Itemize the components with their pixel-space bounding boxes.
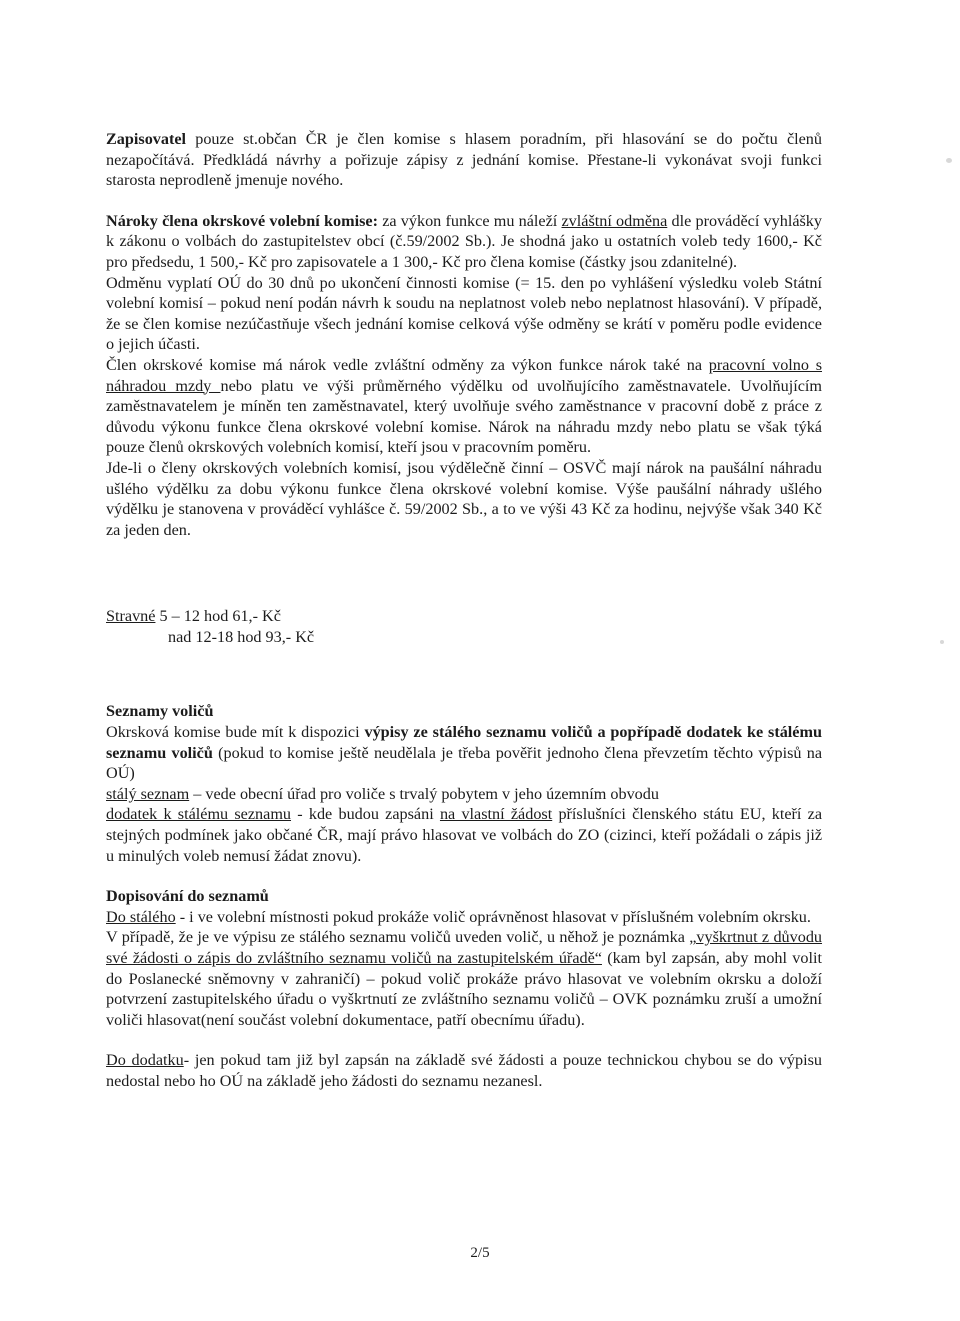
paragraph-naroky: Nároky člena okrskové volební komise: za výkon funkce mu náleží zvláštní odměna dle prováděcí vyhlášky k zákonu o volbách do zastupitelstev obcí (č.59/2002 Sb.). Je shodná jako u ostatních voleb tedy 1600,- Kč pro předsedu, 1 500,- Kč pro zapisovatele a 1 300,- Kč pro člena komise (částky jsou zdanitelné). xyxy=(106,211,822,271)
stravne-label: Stravné xyxy=(106,607,156,626)
stravne-line-2: nad 12-18 hod 93,- Kč xyxy=(168,627,315,646)
underlined-odmena: zvláštní odměna xyxy=(561,211,668,230)
underlined-staly-seznam: stálý seznam xyxy=(106,784,190,803)
section-komise xyxy=(106,129,822,540)
paragraph-do-staleho: Do stálého - i ve volební místnosti pokud prokáže volič oprávněnost hlasovat v příslušném volebním okrsku. xyxy=(106,907,811,926)
paragraph-odmena-vyplata: Odměnu vyplatí OÚ do 30 dnů po ukončení činnosti komise (= 15. den po vyhlášení výsledku voleb Státní volební komisí – pokud není podán návrh k soudu na neplatnost voleb nebo neplatnost hlasování). V případě, že se člen komise nezúčastňuje všech jednání komise celková výše odměny se krátí v poměru podle evidence o jejich účasti. xyxy=(106,273,822,354)
paragraph-osvc: Jde-li o členy okrskových volebních komisí, jsou výdělečně činní – OSVČ mají nárok na paušální náhradu ušlého výdělku za dobu výkonu funkce člena okrskové volební komise. Výše paušální náhrady ušlého výdělku je stanovena v prováděcí vyhlášce č. 59/2002 Sb., a to ve výši 43 Kč za hodinu, nejvýše však 340 Kč za jeden den. xyxy=(106,458,822,539)
paragraph-zapisovatel: Zapisovatel pouze st.občan ČR je člen komise s hlasem poradním, při hlasování se do počtu členů nezapočítává. Předkládá návrhy a pořizuje zápisy z jednání komise. Přestane-li vykonávat svoji funkci starosta neprodleně jmenuje nového. xyxy=(106,130,822,190)
underlined-do-dodatku: Do dodatku xyxy=(106,1051,184,1070)
term-naroky: Nároky člena okrskové volební komise: xyxy=(106,211,378,230)
scan-smudge xyxy=(946,158,952,163)
stravne-block xyxy=(106,606,822,647)
paragraph-staly-seznam: stálý seznam – vede obecní úřad pro voliče s trvalý pobytem v jeho územním obvodu xyxy=(106,784,659,803)
document-page xyxy=(106,129,822,1092)
underlined-do-staleho: Do stálého xyxy=(106,907,176,926)
heading-dopisovani: Dopisování do seznamů xyxy=(106,887,269,906)
page-number: 2/5 xyxy=(470,1245,490,1261)
paragraph-dodatek: dodatek k stálému seznamu - kde budou zapsáni na vlastní žádost příslušníci členského státu EU, kteří za stejných podmínek jako občané ČR, mají právo hlasovat ve volbách do ZO (cizinci, kteří požádali o zápis již u minulých voleb nemusí žádat znovu). xyxy=(106,805,823,865)
paragraph-do-dodatku: Do dodatku- jen pokud tam již byl zapsán na základě své žádosti a pouze technickou chybou se do výpisu nedostal nebo ho OÚ na základě jeho žádosti do seznamu nezanesl. xyxy=(106,1051,822,1090)
underlined-vyskrtnut: „vyškrtnut z důvodu své žádosti o zápis do zvláštního seznamu voličů na zastupitelském úřadě“ xyxy=(106,928,823,967)
scan-smudge xyxy=(940,640,944,644)
heading-seznamy: Seznamy voličů xyxy=(106,702,214,721)
term-zapisovatel: Zapisovatel xyxy=(106,130,187,148)
section-dopisovani xyxy=(106,886,822,1091)
paragraph-vypisy: Okrsková komise bude mít k dispozici výpisy ze stálého seznamu voličů a popřípadě dodatek ke stálému seznamu voličů (pokud to komise ještě neudělala je třeba pověřit jednoho člena převzetím těchto výpisů na OÚ) xyxy=(106,723,823,783)
underlined-dodatek: dodatek k stálému seznamu xyxy=(106,805,292,824)
stravne-line-1: Stravné 5 – 12 hod 61,- Kč xyxy=(106,607,281,626)
paragraph-vyskrtnut: V případě, že je ve výpisu ze stálého seznamu voličů uveden volič, u něhož je poznámka „vyškrtnut z důvodu své žádosti o zápis do zvláštního seznamu voličů na zastupitelském úřadě“ (kam byl zapsán, aby mohl volit do Poslanecké sněmovny v zahraničí) – pokud volič prokáže právo hlasovat ve volebním okrsku a doloží potvrzení zastupitelského úřadu o vyškrtnutí ze zvláštního seznamu voličů – OVK poznámku zruší a umožní voliči hlasovat(není součást volební dokumentace, patří obecnímu úřadu). xyxy=(106,928,823,1029)
section-seznamy xyxy=(106,701,822,866)
paragraph-pracovni-volno: Člen okrskové komise má nárok vedle zvláštní odměny za výkon funkce nárok také na pracovní volno s náhradou mzdy nebo platu ve výši průměrného výdělku od uvolňujícího zaměstnavatele. Uvolňujícím zaměstnavatelem je míněn ten zaměstnavatel, který uvolňuje svého zaměstnance v pracovní době z práce z důvodu výkonu funkce člena okrskové volební komise. Nárok na náhradu mzdy nebo platu se však týká pouze členů okrskových volebních komisí, kteří jsou v pracovním poměru. xyxy=(106,355,822,457)
underlined-pracovni-volno: pracovní volno s náhradou mzdy xyxy=(106,355,822,395)
bold-vypisy: výpisy ze stálého seznamu voličů a popřípadě dodatek ke stálému seznamu voličů xyxy=(106,723,822,762)
underlined-vlastni-zadost: na vlastní žádost xyxy=(439,805,553,824)
